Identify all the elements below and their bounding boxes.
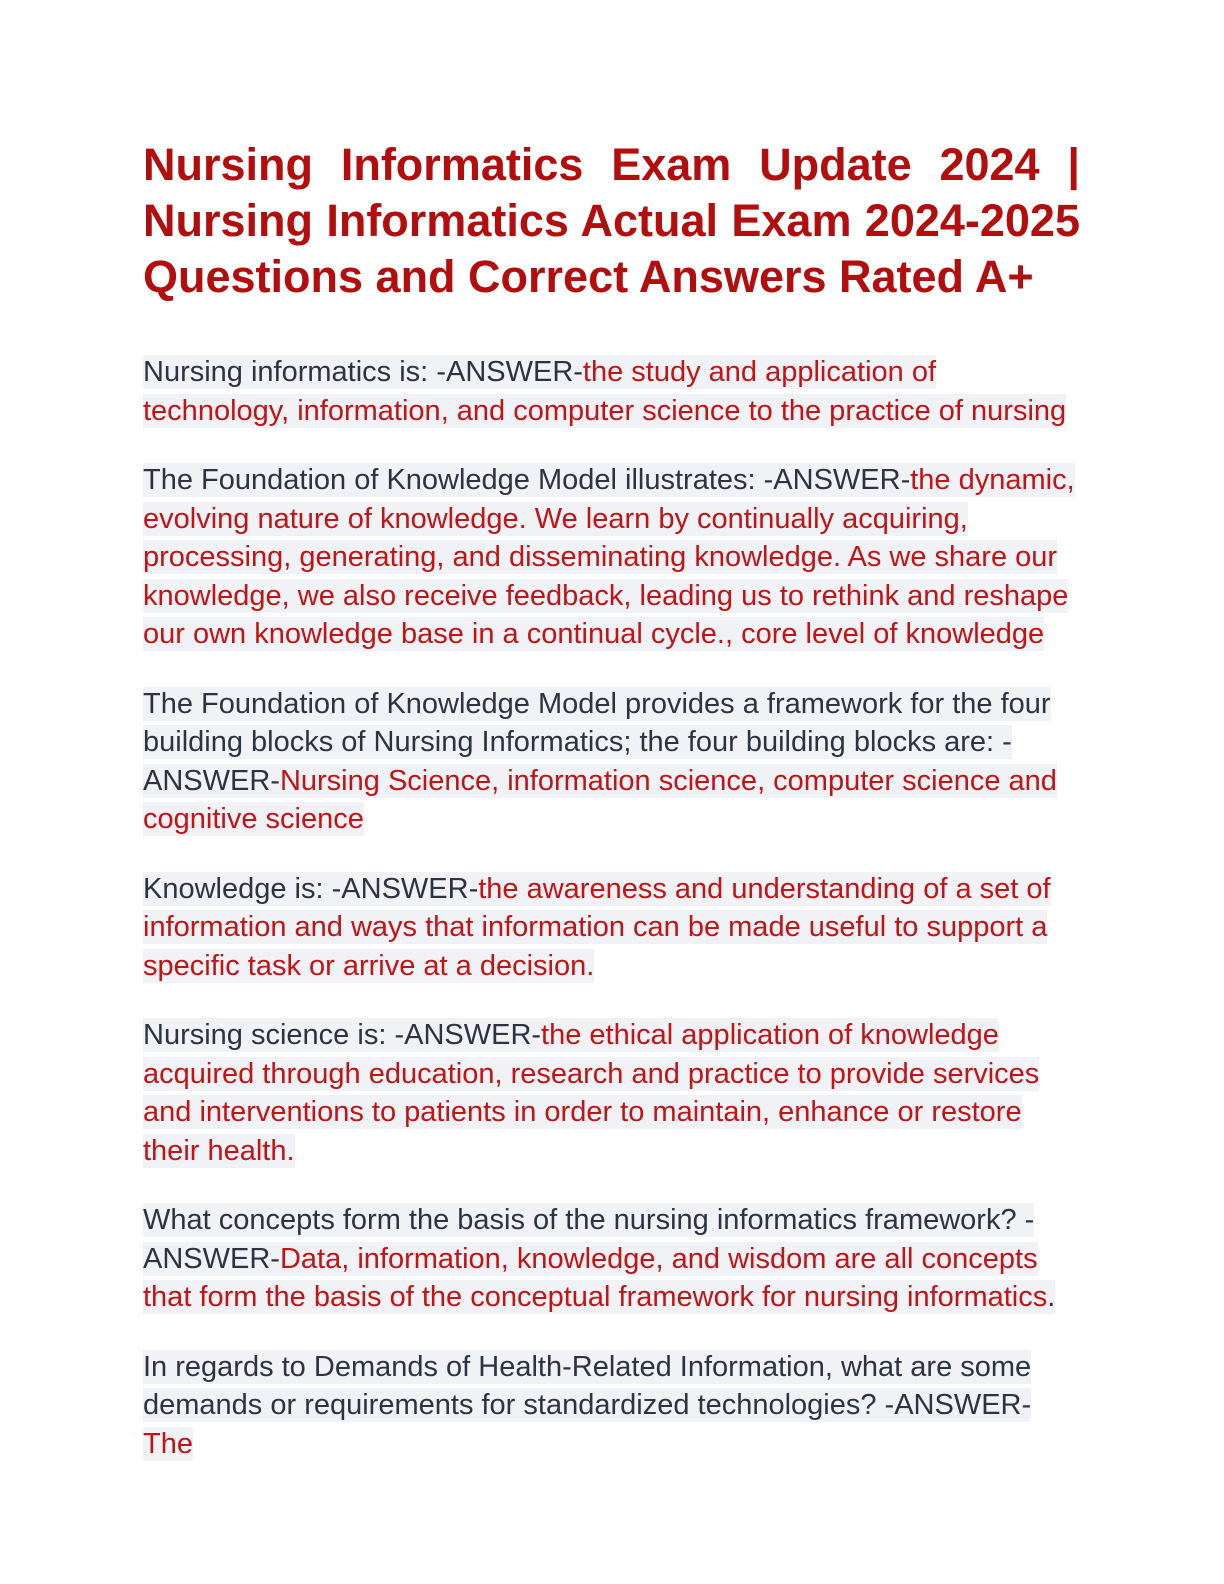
- question-text: What concepts form the basis of the nursing informatics framework?: [143, 1204, 1025, 1236]
- qa-list: [143, 353, 1080, 1463]
- question-text: The Foundation of Knowledge Model illustrates:: [143, 464, 764, 496]
- question-text: In regards to Demands of Health-Related Information, what are some demands or requirements for standardized technologies?: [143, 1350, 1032, 1421]
- title-line-3: Questions and Correct Answers Rated A+: [143, 251, 1034, 302]
- answer-separator: -ANSWER-: [436, 356, 583, 388]
- question-text: Knowledge is:: [143, 872, 332, 905]
- answer-separator: -ANSWER-: [763, 464, 911, 496]
- qa-paragraph: [143, 461, 1080, 654]
- qa-paragraph: [143, 1348, 1080, 1464]
- question-text: Nursing science is:: [143, 1019, 395, 1051]
- page-title: [143, 137, 1080, 305]
- answer-separator: -ANSWER-: [143, 1204, 1035, 1275]
- answer-text: the awareness and understanding of a set of information and ways that information can be made useful to support a specific task or arrive at a decision.: [143, 872, 1051, 982]
- answer-text: the ethical application of knowledge acquired through education, research and practice to provide services and interventions to patients in order to maintain, enhance or restore their health.: [143, 1019, 1040, 1167]
- qa-paragraph: [143, 1016, 1080, 1170]
- answer-text: Nursing Science, information science, computer science and cognitive science: [143, 764, 1057, 835]
- answer-separator: -ANSWER-: [331, 872, 479, 905]
- question-text: The Foundation of Knowledge Model provides a framework for the four building blocks of Nursing Informatics; the four building blocks are:: [143, 687, 1051, 758]
- title-line-1: Nursing Informatics Exam Update 2024 |: [143, 139, 1080, 190]
- answer-text: Data, information, knowledge, and wisdom are all concepts that form the basis of the conceptual framework for nursing informatics: [143, 1242, 1048, 1313]
- question-text: Nursing informatics is:: [143, 356, 437, 388]
- qa-paragraph: [143, 1201, 1080, 1317]
- answer-separator: -ANSWER-: [143, 726, 1012, 797]
- answer-suffix: .: [1047, 1281, 1056, 1313]
- answer-text: the dynamic, evolving nature of knowledge. We learn by continually acquiring, processing, generating, and disseminating knowledge. As we share our knowledge, we also receive feedback, leading us to rethink and reshape our own knowledge base in a continual cycle., core level of knowledge: [143, 464, 1075, 650]
- qa-paragraph: [143, 870, 1080, 986]
- qa-paragraph: [143, 685, 1080, 839]
- title-line-2: Nursing Informatics Actual Exam 2024-2025: [143, 195, 1080, 246]
- qa-paragraph: [143, 353, 1080, 430]
- answer-separator: -ANSWER-: [884, 1389, 1032, 1421]
- answer-text: the study and application of technology, information, and computer science to the practice of nursing: [143, 356, 1067, 427]
- answer-separator: -ANSWER-: [394, 1019, 542, 1051]
- answer-text: The: [143, 1427, 193, 1460]
